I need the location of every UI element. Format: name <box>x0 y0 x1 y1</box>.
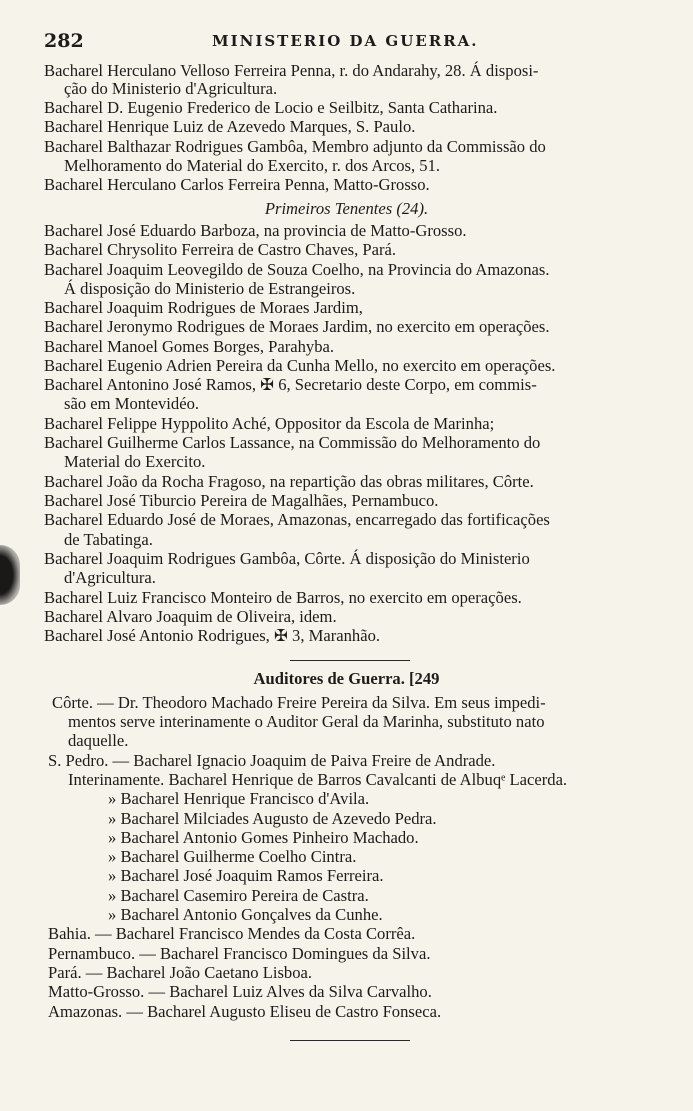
text-line: S. Pedro. — Bacharel Ignacio Joaquim de Paiva Freire de Andrade. <box>48 751 496 770</box>
ink-blot <box>0 545 20 605</box>
text-line: são em Montevidéo. <box>64 394 200 413</box>
text-line: Bacharel Antonino José Ramos, ✠ 6, Secretario deste Corpo, em commis- <box>44 375 537 394</box>
end-divider <box>290 1040 410 1041</box>
text-line: daquelle. <box>68 731 129 750</box>
text-line: mentos serve interinamente o Auditor Geral da Marinha, substituto nato <box>68 712 545 731</box>
running-title: MINISTERIO DA GUERRA. <box>212 32 479 50</box>
text-line: de Tabatinga. <box>64 530 153 549</box>
text-line: Bacharel Chrysolito Ferreira de Castro Chaves, Pará. <box>44 240 397 259</box>
text-line: Côrte. — Dr. Theodoro Machado Freire Pereira da Silva. Em seus impedi- <box>52 693 546 712</box>
text-line: Bacharel José Eduardo Barboza, na provincia de Matto-Grosso. <box>44 221 467 240</box>
text-line: Bacharel Herculano Velloso Ferreira Penna, r. do Andarahy, 28. Á disposi- <box>44 61 539 80</box>
text-line: Material do Exercito. <box>64 452 206 471</box>
text-line: » Bacharel Antonio Gomes Pinheiro Machado. <box>108 828 419 847</box>
text-line: Bacharel Herculano Carlos Ferreira Penna, Matto-Grosso. <box>44 175 430 194</box>
text-line: Bacharel João da Rocha Fragoso, na repartição das obras militares, Côrte. <box>44 472 534 491</box>
text-line: d'Agricultura. <box>64 568 156 587</box>
text-line: Amazonas. — Bacharel Augusto Eliseu de Castro Fonseca. <box>48 1002 442 1021</box>
text-line: » Bacharel Guilherme Coelho Cintra. <box>108 847 357 866</box>
text-line: Bacharel Henrique Luiz de Azevedo Marques, S. Paulo. <box>44 117 416 136</box>
text-line: Pará. — Bacharel João Caetano Lisboa. <box>48 963 313 982</box>
page-number: 282 <box>44 30 84 52</box>
text-line: Interinamente. Bacharel Henrique de Barros Cavalcanti de Albuqᵉ Lacerda. <box>68 770 568 789</box>
section-heading-primeiros-tenentes: Primeiros Tenentes (24). <box>264 199 429 218</box>
text-line: Bacharel José Antonio Rodrigues, ✠ 3, Maranhão. <box>44 626 381 645</box>
text-line: » Bacharel Henrique Francisco d'Avila. <box>108 789 370 808</box>
text-line: Bacharel Alvaro Joaquim de Oliveira, idem. <box>44 607 337 626</box>
text-line: Bacharel Balthazar Rodrigues Gambôa, Membro adjunto da Commissão do <box>44 137 546 156</box>
text-line: Matto-Grosso. — Bacharel Luiz Alves da Silva Carvalho. <box>48 982 432 1001</box>
text-line: Bacharel Jeronymo Rodrigues de Moraes Jardim, no exercito em operações. <box>44 317 550 336</box>
text-line: Bacharel Felippe Hyppolito Aché, Oppositor da Escola de Marinha; <box>44 414 495 433</box>
section-divider <box>290 660 410 661</box>
text-line: » Bacharel Casemiro Pereira de Castra. <box>108 886 369 905</box>
text-line: Bacharel José Tiburcio Pereira de Magalhães, Pernambuco. <box>44 491 439 510</box>
text-line: Bacharel Luiz Francisco Monteiro de Barros, no exercito em operações. <box>44 588 522 607</box>
text-line: » Bacharel Antonio Gonçalves da Cunhe. <box>108 905 383 924</box>
text-line: Bacharel Eugenio Adrien Pereira da Cunha Mello, no exercito em operações. <box>44 356 556 375</box>
section-heading-auditores: Auditores de Guerra. [249 <box>253 669 440 688</box>
text-line: Bacharel Joaquim Leovegildo de Souza Coelho, na Provincia do Amazonas. <box>44 260 550 279</box>
text-line: Bacharel Joaquim Rodrigues de Moraes Jardim, <box>44 298 363 317</box>
text-line: Bacharel Eduardo José de Moraes, Amazonas, encarregado das fortificações <box>44 510 550 529</box>
text-line: Bacharel D. Eugenio Frederico de Locio e Seilbitz, Santa Catharina. <box>44 98 498 117</box>
text-line: » Bacharel José Joaquim Ramos Ferreira. <box>108 866 384 885</box>
text-line: Bacharel Manoel Gomes Borges, Parahyba. <box>44 337 335 356</box>
running-header <box>44 30 664 52</box>
text-line: » Bacharel Milciades Augusto de Azevedo Pedra. <box>108 809 437 828</box>
text-line: Á disposição do Ministerio de Estrangeiros. <box>64 279 356 298</box>
text-line: Bacharel Joaquim Rodrigues Gambôa, Côrte. Á disposição do Ministerio <box>44 549 530 568</box>
text-line: ção do Ministerio d'Agricultura. <box>64 79 278 98</box>
text-line: Bahia. — Bacharel Francisco Mendes da Costa Corrêa. <box>48 924 416 943</box>
text-line: Melhoramento do Material do Exercito, r. dos Arcos, 51. <box>64 156 441 175</box>
text-line: Bacharel Guilherme Carlos Lassance, na Commissão do Melhoramento do <box>44 433 541 452</box>
text-line: Pernambuco. — Bacharel Francisco Domingues da Silva. <box>48 944 431 963</box>
